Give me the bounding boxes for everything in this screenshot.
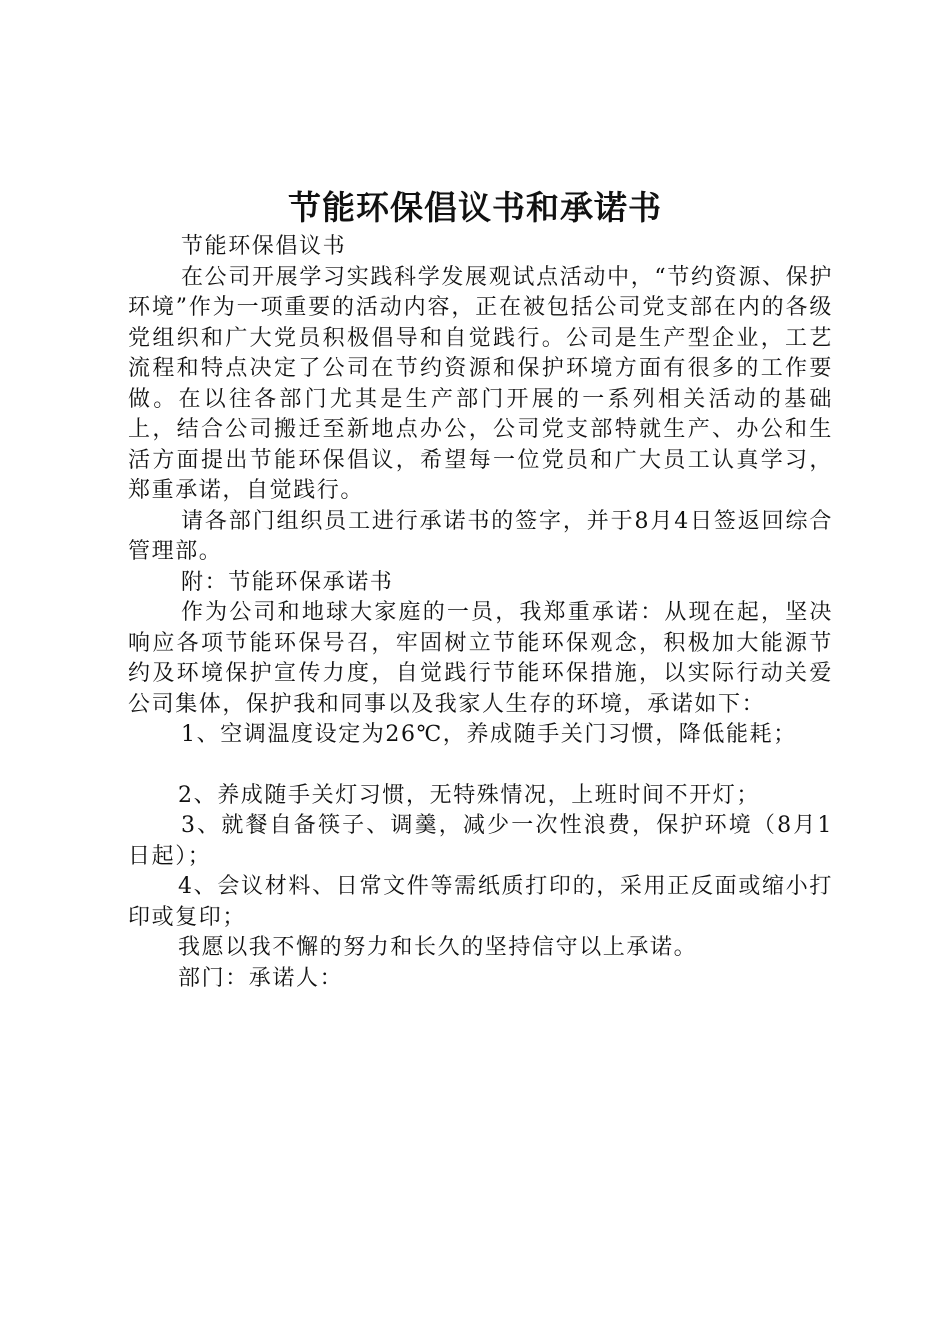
signature-line: 部门：承诺人： [178,965,344,991]
document-body [128,232,833,994]
signing-instruction-paragraph: 请各部门组织员工进行承诺书的签字，并于8月4日签返回综合管理部。 [128,508,833,564]
document-title: 节能环保倡议书和承诺书 [288,188,662,227]
commitment-item-1: 1、空调温度设定为26℃，养成随手关门习惯，降低能耗； [181,722,797,747]
pledge-statement: 我愿以我不懈的努力和长久的坚持信守以上承诺。 [178,935,698,960]
commitment-item-4: 4、会议材料、日常文件等需纸质打印的，采用正反面或缩小打印或复印； [128,874,833,930]
section-heading-proposal: 节能环保倡议书 [181,234,347,259]
attachment-heading: 附：节能环保承诺书 [181,569,394,595]
commitment-item-2: 2、养成随手关灯习惯，无特殊情况，上班时间不开灯； [178,782,760,808]
commitment-paragraph: 作为公司和地球大家庭的一员，我郑重承诺：从现在起，坚决响应各项节能环保号召，牢固树立节能环保观念，积极加大能源节约及环境保护宣传力度，自觉践行节能环保措施，以实际行动关爱公司集体，保护我和同事以及我家人生存的环境，承诺如下： [128,600,833,717]
proposal-paragraph: 在公司开展学习实践科学发展观试点活动中，“节约资源、保护环境”作为一项重要的活动内容，正在被包括公司党支部在内的各级党组织和广大党员积极倡导和自觉践行。公司是生产型企业，工艺流程和特点决定了公司在节约资源和保护环境方面有很多的工作要做。在以往各部门尤其是生产部门开展的一系列相关活动的基础上，结合公司搬迁至新地点办公，公司党支部特就生产、办公和生活方面提出节能环保倡议，希望每一位党员和广大员工认真学习，郑重承诺，自觉践行。 [128,264,833,503]
commitment-item-3: 3、就餐自备筷子、调羹，减少一次性浪费，保护环境（8月1日起）； [128,813,833,869]
